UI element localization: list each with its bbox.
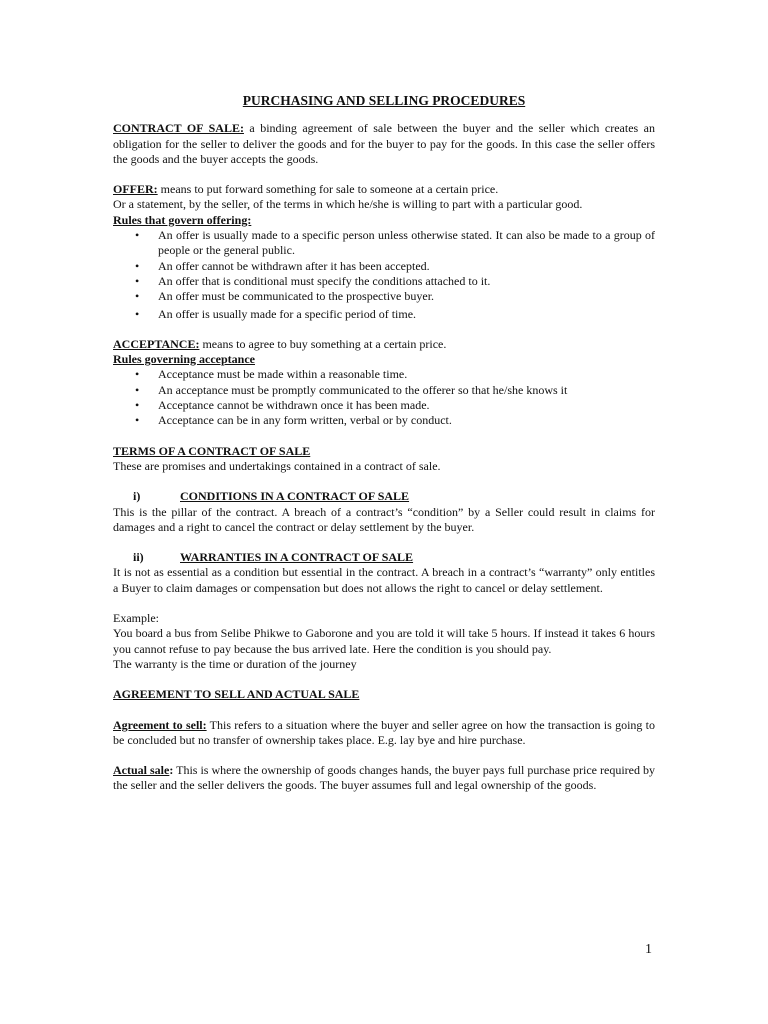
acceptance-paragraph <box>113 337 655 352</box>
agreement-to-sell-paragraph <box>113 718 655 749</box>
acceptance-term: ACCEPTANCE: <box>113 336 200 351</box>
actual-sale-definition: This is where the ownership of goods changes hands, the buyer pays full purchase price required by the seller and the seller delivers the goods. The buyer assumes full and legal ownership of the goods. <box>113 763 655 793</box>
offer-alt-definition: Or a statement, by the seller, of the terms in which he/she is willing to part with a particular good. <box>113 197 583 212</box>
example-text: You board a bus from Selibe Phikwe to Gaborone and you are told it will take 5 hours. If instead it takes 6 hours you cannot refuse to pay because the bus arrived late. Here the condition is you should pay. <box>113 626 655 656</box>
acceptance-rules-list <box>113 367 655 428</box>
offer-paragraph <box>113 182 655 197</box>
acceptance-definition: means to agree to buy something at a certain price. <box>199 336 447 351</box>
conditions-text: This is the pillar of the contract. A breach of a contract’s “condition” by a Seller could result in claims for damages and a right to cancel the contract or delay settlement by the buyer. <box>113 504 655 534</box>
contract-of-sale-term: CONTRACT OF SALE: <box>113 121 244 136</box>
list-item: • Acceptance can be in any form written, verbal or by conduct. <box>158 413 655 428</box>
actual-sale-colon: : <box>169 763 174 778</box>
actual-sale-term: Actual sale <box>113 763 170 778</box>
warranties-heading-text: WARRANTIES IN A CONTRACT OF SALE <box>180 550 414 565</box>
terms-text: These are promises and undertakings contained in a contract of sale. <box>113 458 441 473</box>
list-item: • An offer is usually made for a specific period of time. <box>158 307 655 322</box>
acceptance-rules-heading: Rules governing acceptance <box>113 352 255 367</box>
agreement-to-sell-definition: This refers to a situation where the buyer and seller agree on how the transaction is going to be concluded but no transfer of ownership takes place. E.g. lay bye and hire purchase. <box>113 717 655 747</box>
list-item: • An acceptance must be promptly communicated to the offerer so that he/she knows it <box>158 383 655 398</box>
document-page <box>113 93 655 794</box>
list-item: • Acceptance must be made within a reasonable time. <box>158 367 655 382</box>
offer-term: OFFER: <box>113 182 158 197</box>
warranties-heading <box>113 550 655 565</box>
warranties-text: It is not as essential as a condition but essential in the contract. A breach in a contract’s “warranty” only entitles a Buyer to claim damages or compensation but does not allows the right to cancel or delay settlement. <box>113 565 655 595</box>
agreement-heading: AGREEMENT TO SELL AND ACTUAL SALE <box>113 687 360 702</box>
list-item: • An offer must be communicated to the prospective buyer. <box>158 289 655 304</box>
terms-heading: TERMS OF A CONTRACT OF SALE <box>113 443 311 458</box>
page-number: 1 <box>645 942 652 957</box>
offer-definition: means to put forward something for sale to someone at a certain price. <box>157 182 499 197</box>
list-item: • Acceptance cannot be withdrawn once it has been made. <box>158 398 655 413</box>
warranties-number: ii) <box>133 550 144 565</box>
offer-rules-heading: Rules that govern offering: <box>113 212 252 227</box>
agreement-to-sell-term: Agreement to sell: <box>113 717 207 732</box>
conditions-heading <box>113 489 655 504</box>
list-item: • An offer that is conditional must specify the conditions attached to it. <box>158 274 655 289</box>
actual-sale-paragraph <box>113 763 655 794</box>
contract-of-sale-paragraph <box>113 121 655 167</box>
list-item: • An offer cannot be withdrawn after it has been accepted. <box>158 259 655 274</box>
example-label: Example: <box>113 611 159 626</box>
example-warranty-line: The warranty is the time or duration of the journey <box>113 656 357 671</box>
document-title: PURCHASING AND SELLING PROCEDURES <box>242 93 526 108</box>
conditions-number: i) <box>133 489 141 504</box>
list-item: • An offer is usually made to a specific person unless otherwise stated. It can also be made to a group of people or the general public. <box>158 228 655 259</box>
offer-rules-list <box>113 228 655 322</box>
conditions-heading-text: CONDITIONS IN A CONTRACT OF SALE <box>180 489 410 504</box>
contract-of-sale-definition: a binding agreement of sale between the buyer and the seller which creates an obligation for the seller to deliver the goods and for the buyer to pay for the goods. In this case the seller offers the goods and the buyer accepts the goods. <box>113 121 655 166</box>
